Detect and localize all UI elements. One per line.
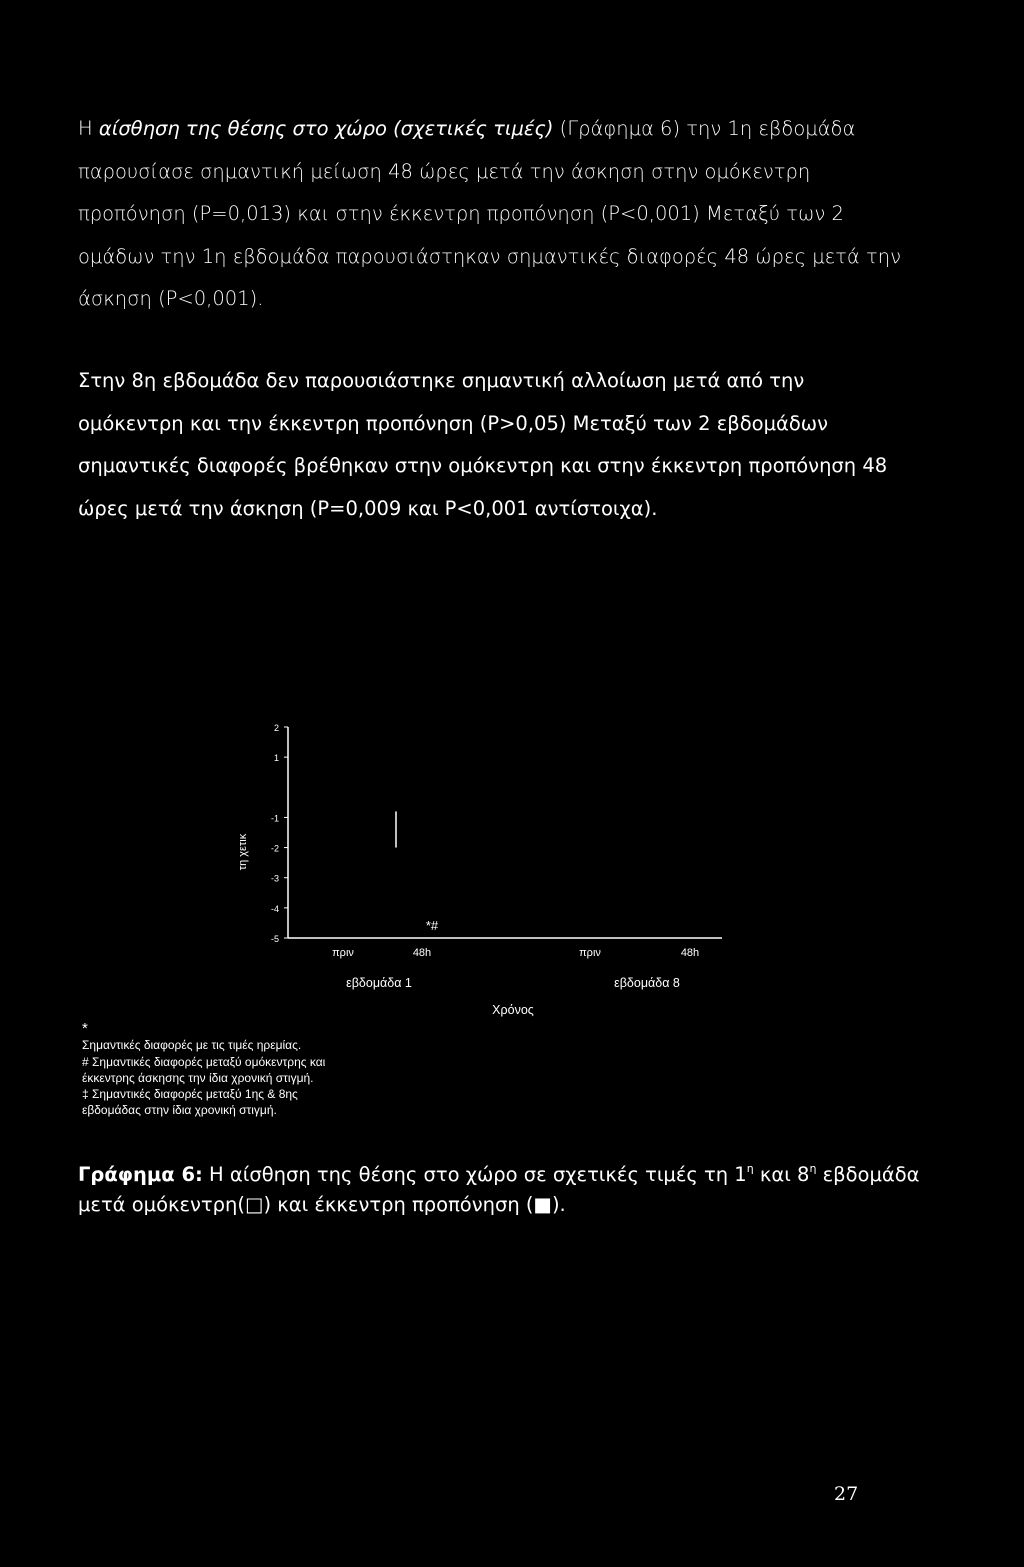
x-axis-title: Χρόνος	[492, 1003, 534, 1017]
paragraph-2-line-3: σημαντικές διαφορές βρέθηκαν στην ομόκεντρη και στην έκκεντρη προπόνηση 48	[78, 454, 888, 477]
paragraph-1-line-5: άσκηση (P<0,001).	[78, 287, 264, 310]
y-tick-label: 1	[273, 753, 279, 764]
paragraph-2-line-1: Στην 8η εβδομάδα δεν παρουσιάστηκε σημαντική αλλοίωση μετά από την	[78, 369, 805, 392]
y-axis-ticks	[271, 723, 288, 944]
significance-annotation: *#	[425, 918, 439, 933]
figure-caption	[78, 1160, 920, 1220]
y-tick-label: -2	[270, 843, 279, 854]
x-category-label: πριν	[332, 947, 354, 959]
x-group-label: εβδομάδα 1	[346, 976, 412, 990]
paragraph-2	[78, 360, 958, 530]
note-1: * Σημαντικές διαφορές με τις τιμές ηρεμίας.	[82, 1020, 302, 1053]
chart-labels	[237, 833, 699, 1017]
italic-term: αίσθηση της θέσης στο χώρο (σχετικές τιμές)	[98, 117, 554, 140]
x-category-label: 48h	[412, 947, 432, 959]
y-tick-label: -3	[270, 873, 279, 884]
note-3-line-2: εβδομάδας στην ίδια χρονική στιγμή.	[82, 1103, 277, 1118]
caption-line-1: Γράφημα 6: Η αίσθηση της θέσης στο χώρο σε σχετικές τιμές τη $1^\eta$ και $8^\eta$ εβδομάδα	[78, 1162, 920, 1186]
x-category-label: 48h	[680, 947, 700, 959]
note-2-line-2: έκκεντρης άσκησης την ίδια χρονική στιγμή.	[82, 1070, 314, 1085]
y-tick-label: -5	[270, 934, 279, 944]
page-number: 27	[834, 1483, 859, 1505]
y-axis-title: τη χετικ	[237, 833, 249, 871]
note-3-line-1: ‡ Σημαντικές διαφορές μεταξύ 1ης & 8ης	[82, 1087, 298, 1102]
paragraph-2-line-2: ομόκεντρη και την έκκεντρη προπόνηση (P>0,05) Μεταξύ των 2 εβδομάδων	[78, 411, 828, 435]
y-tick-label: 2	[273, 723, 279, 733]
chart-notes	[82, 1021, 325, 1119]
paragraph-1-line-1: Η αίσθηση της θέσης στο χώρο (σχετικές τιμές) (Γράφημα 6) την 1η εβδομάδα	[78, 117, 856, 140]
paragraph-1-line-3: προπόνηση (P=0,013) και στην έκκεντρη προπόνηση (P<0,001) Μεταξύ των 2	[78, 202, 844, 225]
caption-label: Γράφημα 6:	[78, 1163, 203, 1186]
caption-line-2: μετά ομόκεντρη(□) και έκκεντρη προπόνηση (■).	[78, 1193, 566, 1216]
y-tick-label: -1	[270, 813, 279, 824]
x-category-label: πριν	[579, 947, 601, 959]
paragraph-1-line-2: παρουσίασε σημαντική μείωση 48 ώρες μετά την άσκηση στην ομόκεντρη	[78, 159, 811, 183]
chart-axes	[288, 727, 722, 938]
paragraph-1-line-4: ομάδων την 1η εβδομάδα παρουσιάστηκαν σημαντικές διαφορές 48 ώρες μετά την	[78, 244, 901, 268]
paragraph-2-line-4: ώρες μετά την άσκηση (P=0,009 και P<0,001 αντίστοιχα).	[78, 496, 658, 520]
y-tick-label: -4	[270, 903, 279, 914]
x-group-label: εβδομάδα 8	[614, 976, 680, 990]
paragraph-1	[78, 108, 958, 321]
note-2-line-1: # Σημαντικές διαφορές μεταξύ ομόκεντρης και	[82, 1054, 326, 1069]
